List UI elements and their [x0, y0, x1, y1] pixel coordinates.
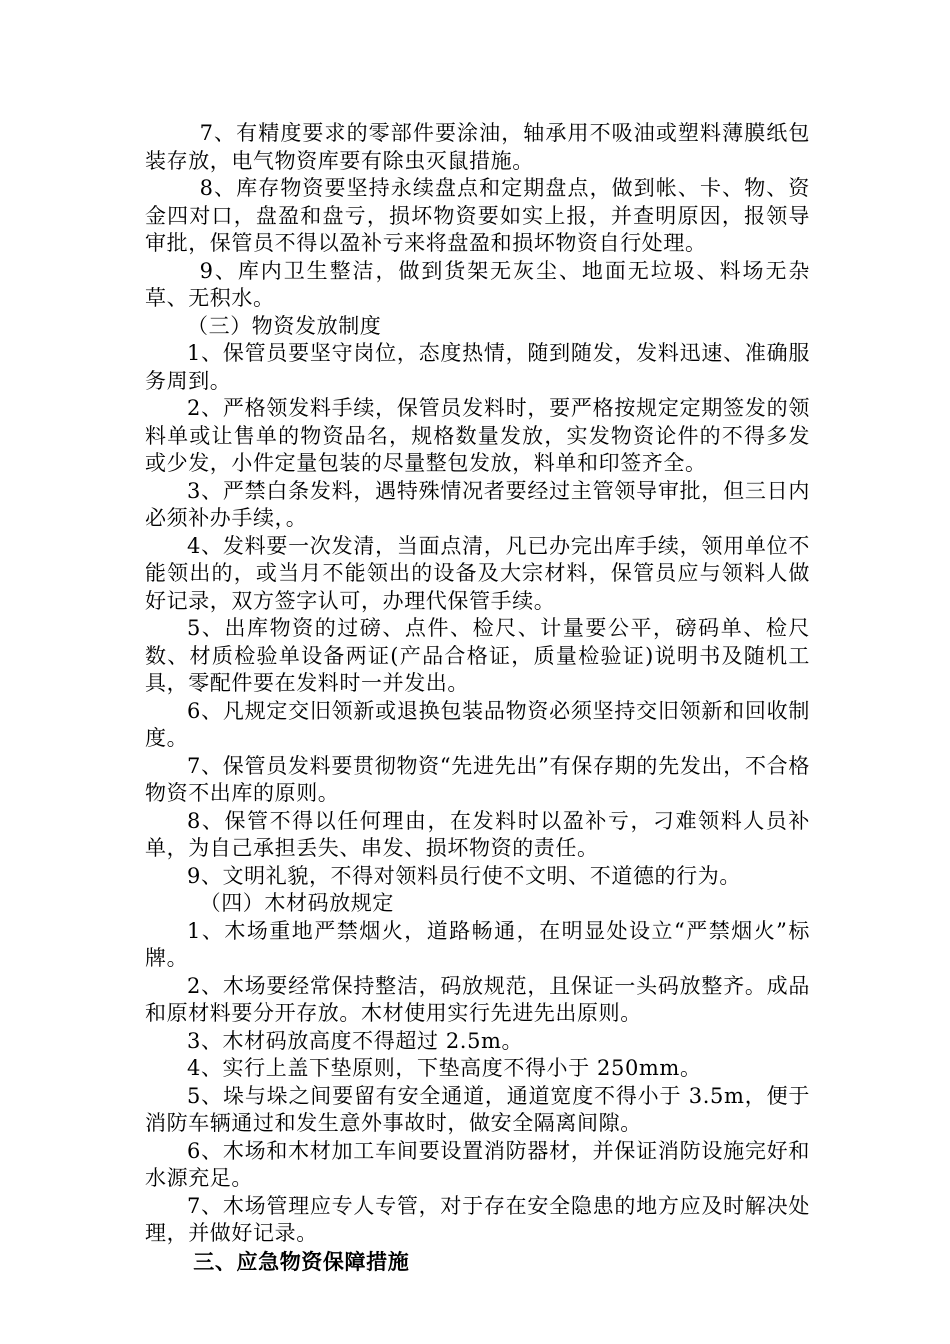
- paragraph-item-8-inventory: 8、库存物资要坚持永续盘点和定期盘点，做到帐、卡、物、资金四对口，盘盈和盘亏，损坏物资要如实上报，并查明原因，报领导审批，保管员不得以盈补亏来将盘盈和损坏物资自行处理。: [145, 176, 810, 255]
- paragraph-issuing-5: 5、出库物资的过磅、点件、检尺、计量要公平，磅码单、检尺数、材质检验单设备两证(产品合格证，质量检验证)说明书及随机工具，零配件要在发料时一并发出。: [145, 616, 810, 695]
- paragraph-timber-4: 4、实行上盖下垫原则，下垫高度不得小于 250mm。: [187, 1056, 702, 1080]
- paragraph-timber-5: 5、垛与垛之间要留有安全通道，通道宽度不得小于 3.5m，便于消防车辆通过和发生意外事故时，做安全隔离间隙。: [145, 1083, 810, 1135]
- subheading-material-issuing: （三）物资发放制度: [187, 313, 382, 338]
- paragraph-issuing-4: 4、发料要一次发清，当面点清，凡已办完出库手续，领用单位不能领出的，或当月不能领出的设备及大宗材料，保管员应与领料人做好记录，双方签字认可，办理代保管手续。: [145, 533, 810, 613]
- paragraph-issuing-9: 9、文明礼貌，不得对领料员行使不文明、不道德的行为。: [187, 863, 741, 888]
- paragraph-issuing-7: 7、保管员发料要贯彻物资“先进先出”有保存期的先发出，不合格物资不出库的原则。: [145, 753, 810, 805]
- paragraph-issuing-1: 1、保管员要坚守岗位，态度热情，随到随发，发料迅速、准确服务周到。: [145, 341, 810, 393]
- paragraph-timber-3: 3、木材码放高度不得超过 2.5m。: [187, 1028, 524, 1053]
- paragraph-timber-6: 6、木场和木材加工车间要设置消防器材，并保证消防设施完好和水源充足。: [145, 1138, 810, 1190]
- document-body: [145, 120, 810, 1275]
- paragraph-timber-1: 1、木场重地严禁烟火，道路畅通，在明显处设立“严禁烟火”标牌。: [145, 918, 810, 970]
- paragraph-issuing-3: 3、严禁白条发料，遇特殊情况者要经过主管领导审批，但三日内必须补办手续，。: [145, 478, 810, 530]
- paragraph-item-9-hygiene: 9、库内卫生整洁，做到货架无灰尘、地面无垃圾、料场无杂草、无积水。: [145, 258, 810, 310]
- paragraph-issuing-2: 2、严格领发料手续，保管员发料时，要严格按规定定期签发的领料单或让售单的物资品名，规格数量发放，实发物资论件的不得多发或少发，小件定量包装的尽量整包发放，料单和印签齐全。: [145, 396, 810, 475]
- paragraph-issuing-8: 8、保管不得以任何理由，在发料时以盈补亏，刁难领料人员补单，为自己承担丢失、串发、损坏物资的责任。: [145, 808, 810, 860]
- paragraph-issuing-6: 6、凡规定交旧领新或退换包装品物资必须坚持交旧领新和回收制度。: [145, 698, 810, 750]
- paragraph-timber-2: 2、木场要经常保持整洁，码放规范，且保证一头码放整齐。成品和原材料要分开存放。木材使用实行先进先出原则。: [145, 973, 810, 1025]
- paragraph-item-7-lubrication: 7、有精度要求的零部件要涂油，轴承用不吸油或塑料薄膜纸包装存放，电气物资库要有除虫灭鼠措施。: [145, 121, 810, 173]
- section-heading-emergency-supplies: 三、应急物资保障措施: [193, 1248, 410, 1274]
- subheading-timber-stacking: （四）木材码放规定: [199, 891, 394, 915]
- paragraph-timber-7: 7、木场管理应专人专管，对于存在安全隐患的地方应及时解决处理，并做好记录。: [145, 1193, 810, 1245]
